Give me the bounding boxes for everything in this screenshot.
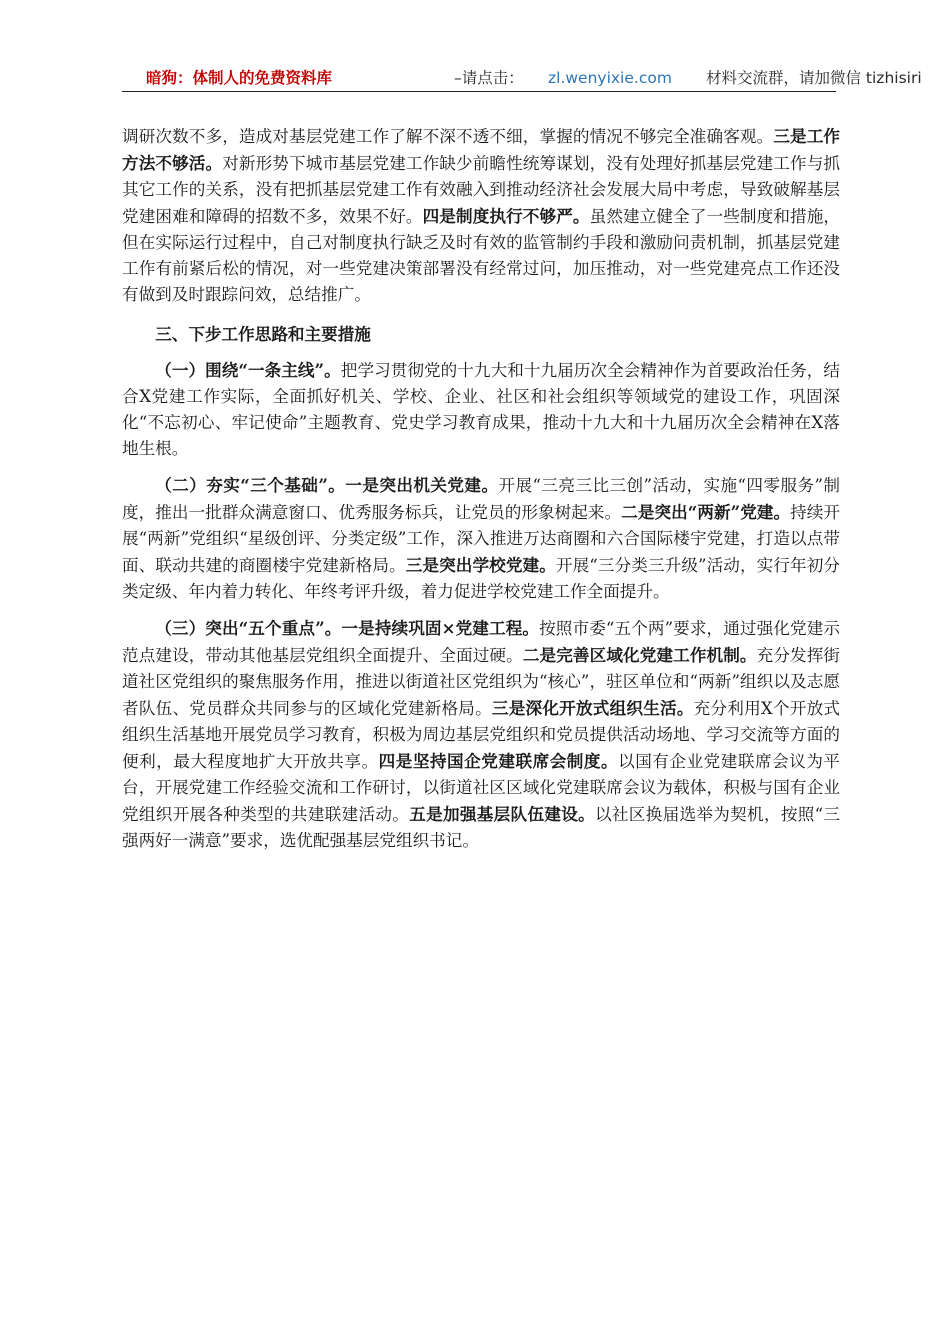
bold-point: （三）突出“五个重点”。一是持续巩固×党建工程。 bbox=[155, 618, 540, 638]
bold-point: 二是完善区域化党建工作机制。 bbox=[522, 645, 757, 665]
header-click-prompt: –请点击： bbox=[454, 69, 524, 87]
bold-point: 三是工作方法不够活。 bbox=[122, 126, 841, 173]
page-header bbox=[122, 66, 922, 92]
bold-point: 五是加强基层队伍建设。 bbox=[409, 804, 596, 824]
paragraph-three-foundations bbox=[122, 472, 840, 605]
paragraph-main-line bbox=[122, 357, 840, 462]
bold-point: 三是突出学校党建。 bbox=[405, 555, 556, 575]
header-wechat-note: 材料交流群，请加微信 tizhisiri bbox=[706, 69, 922, 87]
paragraph-text: 持续开展“两新”党组织“星级创评、分类定级”工作，深入推进万达商圈和六合国际楼宇党建，打造以点带面、联动共建的商圈楼宇党建新格局。 bbox=[122, 503, 840, 575]
paragraph-continued bbox=[122, 123, 840, 308]
bold-point: 四是坚持国企党建联席会制度。 bbox=[378, 751, 619, 771]
bold-point: （二）夯实“三个基础”。一是突出机关党建。 bbox=[155, 475, 499, 495]
paragraph-five-priorities bbox=[122, 615, 840, 854]
paragraph-text: 调研次数不多，造成对基层党建工作了解不深不透不细，掌握的情况不够完全准确客观。 bbox=[122, 127, 774, 146]
paragraph-text: 虽然建立健全了一些制度和措施，但在实际运行过程中，自己对制度执行缺乏及时有效的监管制约手段和激励问责机制，抓基层党建工作有前紧后松的情况，对一些党建决策部署没有经常过问，加压推动，对一些党建亮点工作还没有做到及时跟踪问效，总结推广。 bbox=[122, 207, 841, 304]
bold-point: 二是突出“两新”党建。 bbox=[621, 502, 791, 522]
document-body bbox=[122, 123, 840, 864]
paragraph-text: 按照市委“五个两”要求，通过强化党建示范点建设，带动其他基层党组织全面提升、全面过硬。 bbox=[122, 619, 841, 665]
header-site-name: 暗狗：体制人的免费资料库 bbox=[146, 69, 333, 87]
paragraph-text: 以社区换届选举为契机，按照“三强两好一满意”要求，选优配强基层党组织书记。 bbox=[122, 805, 841, 850]
paragraph-text: 对新形势下城市基层党建工作缺少前瞻性统筹谋划，没有处理好抓基层党建工作与抓其它工作的关系，没有把抓基层党建工作有效融入到推动经济社会发展大局中考虑，导致破解基层党建困难和障碍的招数不多，效果不好。 bbox=[122, 154, 841, 226]
bold-point: 三是深化开放式组织生活。 bbox=[491, 698, 694, 718]
section-heading: 三、下步工作思路和主要措施 bbox=[155, 324, 371, 344]
paragraph-text: 开展“三分类三升级”活动，实行年初分类定级、年内着力转化、年终考评升级，着力促进学校党建工作全面提升。 bbox=[122, 556, 841, 601]
bold-point: （一）围绕“一条主线”。 bbox=[155, 360, 341, 380]
paragraph-text: 开展“三亮三比三创”活动，实施“四零服务”制度，推出一批群众满意窗口、优秀服务标兵，让党员的形象树起来。 bbox=[122, 476, 840, 522]
header-link[interactable]: zl.wenyixie.com bbox=[548, 69, 672, 87]
paragraph-text: 充分发挥街道社区党组织的聚焦服务作用，推进以街道社区党组织为“核心”，驻区单位和“两新”组织以及志愿者队伍、党员群众共同参与的区域化党建新格局。 bbox=[122, 646, 841, 718]
paragraph-text: 充分利用X个开放式组织生活基地开展党员学习教育，积极为周边基层党组织和党员提供活动场地、学习交流等方面的便利，最大程度地扩大开放共享。 bbox=[122, 699, 840, 771]
paragraph-text: 把学习贯彻党的十九大和十九届历次全会精神作为首要政治任务，结合X党建工作实际，全面抓好机关、学校、企业、社区和社会组织等领域党的建设工作，巩固深化“不忘初心、牢记使命”主题教育、党史学习教育成果，推动十九大和十九届历次全会精神在X落地生根。 bbox=[122, 361, 841, 458]
bold-point: 四是制度执行不够严。 bbox=[422, 206, 590, 226]
paragraph-text: 以国有企业党建联席会议为平台，开展党建工作经验交流和工作研讨，以街道社区区域化党建联席会议为载体，积极与国有企业党组织开展各种类型的共建联建活动。 bbox=[122, 752, 841, 824]
